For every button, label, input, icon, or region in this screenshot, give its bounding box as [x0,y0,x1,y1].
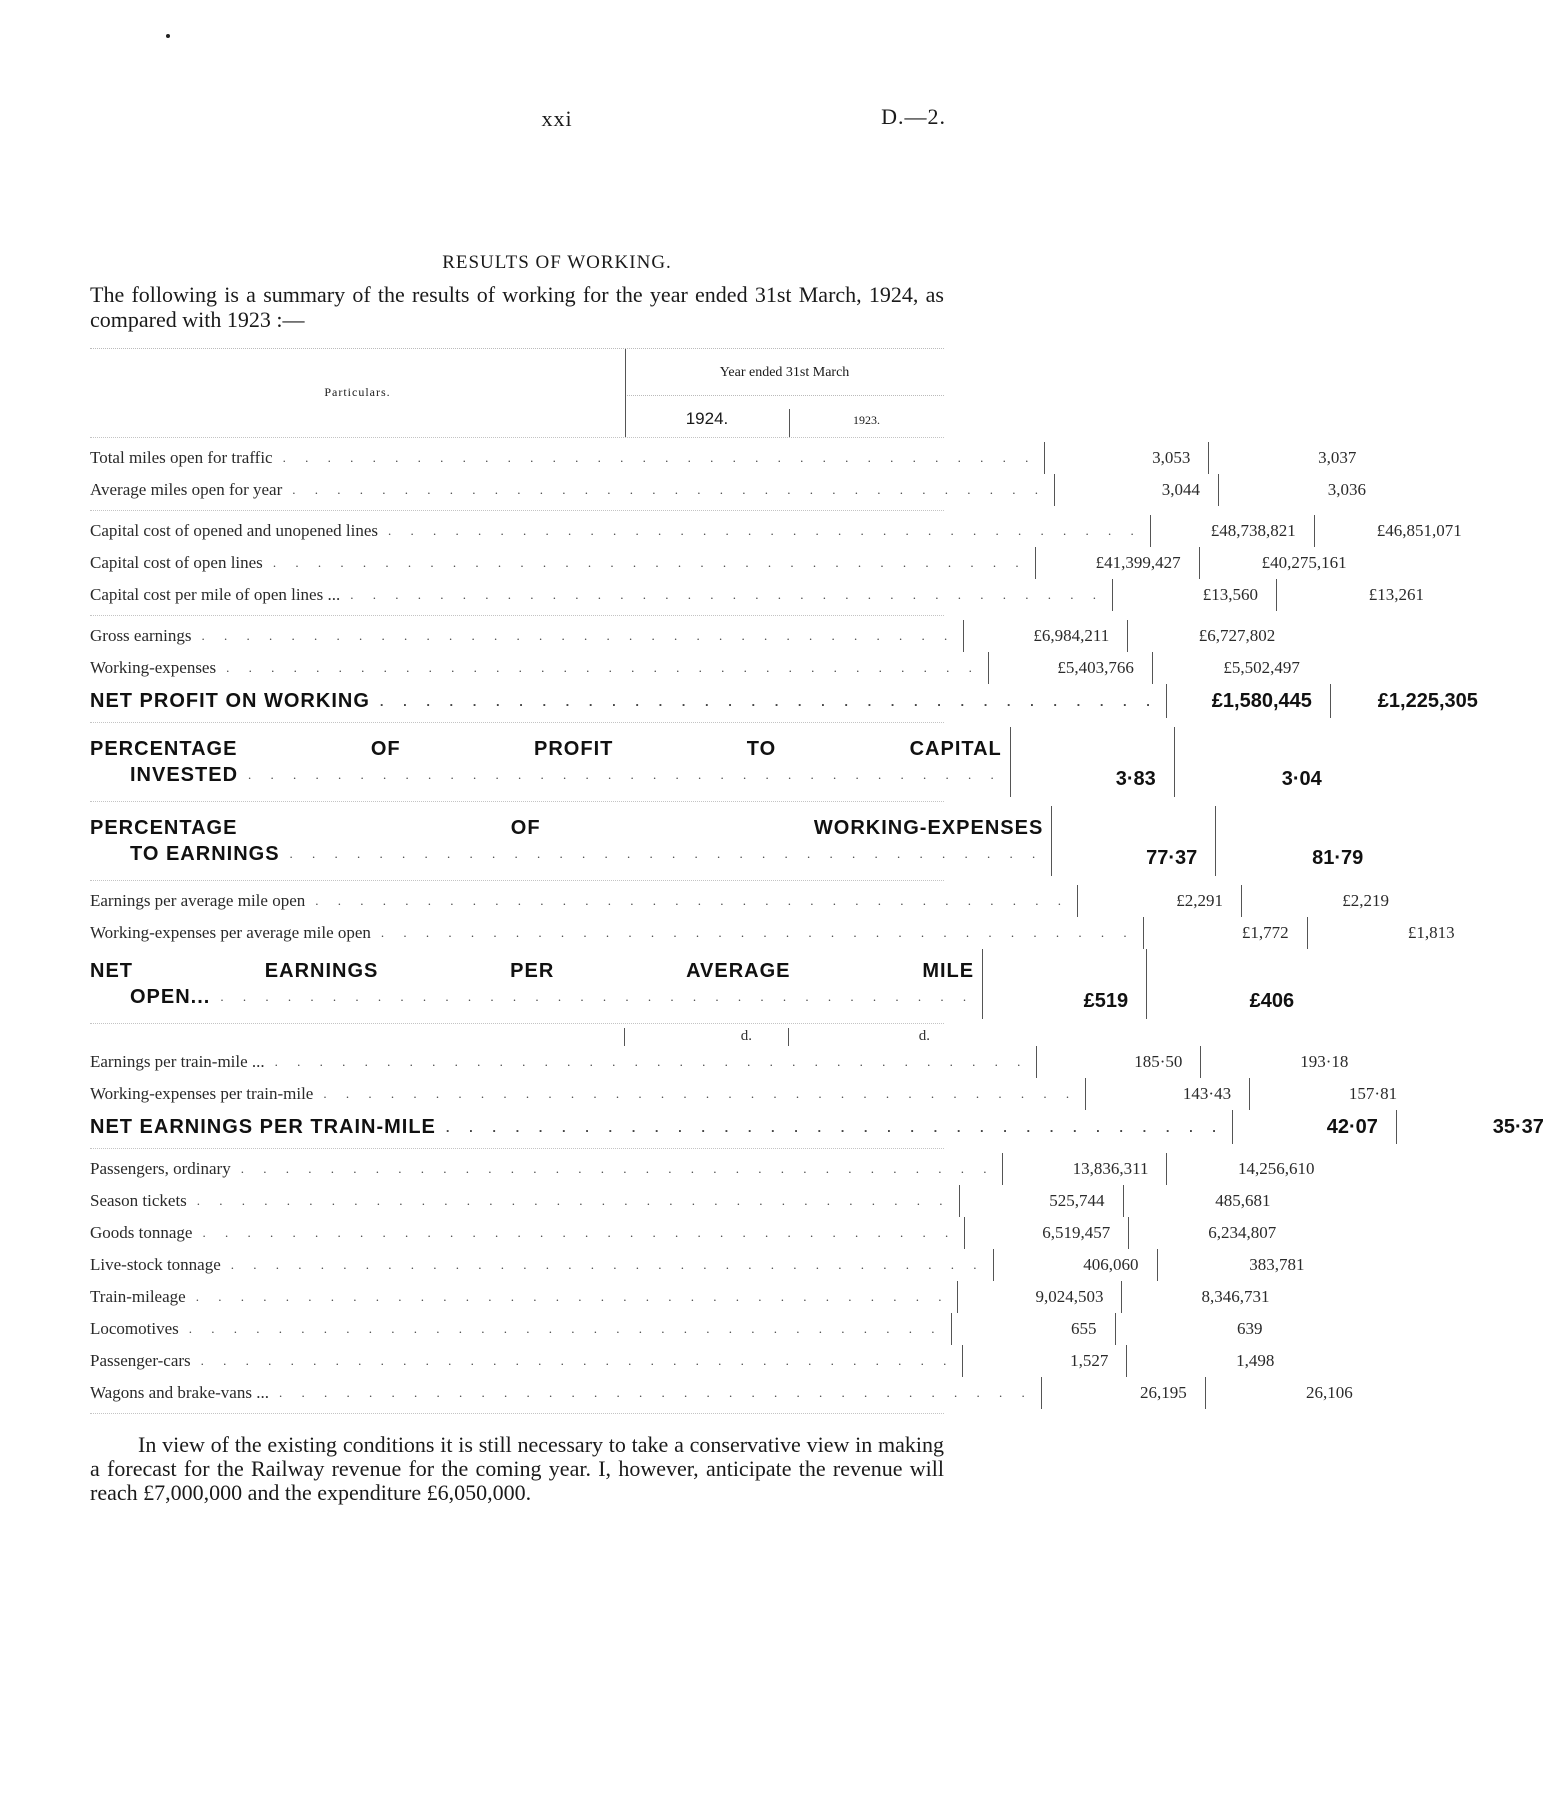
leader-dots: . . . . . . . . . . . . . . . . . . . . . . . . . . . . . . . . . . [292,482,1047,497]
row-label [90,1217,965,1249]
value-1923: 35·37 [1492,1115,1544,1138]
col-1923-header: 1923. [853,413,880,427]
label-word: OF [510,817,541,839]
table-row [90,885,1389,917]
label-text: Train-mileage [90,1287,186,1306]
label-line-1 [90,736,1002,762]
value-1924: £48,738,821 [1151,515,1315,547]
label-text: Locomotives [90,1319,179,1338]
section-title: RESULTS OF WORKING. [442,252,672,273]
row-label [90,885,1078,917]
row-label [90,917,1144,949]
table-row [90,949,1295,1019]
row-label [90,1046,1037,1078]
leader-dots: . . . . . . . . . . . . . . . . . . . . . . . . . . . . . . . . . . [201,628,956,643]
value-1923: 3,037 [1318,448,1357,467]
label-text: Earnings per train-mile ... [90,1052,265,1071]
leader-dots: . . . . . . . . . . . . . . . . . . . . . . . . . . . . . . . . . . [195,1289,950,1304]
value-1923: £1,225,305 [1377,689,1478,712]
value-1924: 525,744 [960,1185,1124,1217]
value-1923: 3,036 [1327,480,1367,499]
intro-paragraph: The following is a summary of the results of working for the year ended 31st March, 1924, as compared with 1923 :— [90,282,944,332]
row-label [90,442,1045,474]
label-text: INVESTED [130,764,239,786]
value-1924: 9,024,503 [958,1281,1122,1313]
label-word: PERCENTAGE [90,738,238,760]
leader-dots: . . . . . . . . . . . . . . . . . . . . . . . . . . . . . . . . . . [230,1257,985,1272]
table-row [90,1185,1271,1217]
value-1923: £1,813 [1407,923,1455,942]
value-1923: 14,256,610 [1237,1159,1315,1178]
table-group [90,437,1367,510]
leader-dots: . . . . . . . . . . . . . . . . . . . . . . . . . . . . . . . . . . [278,1385,1033,1400]
table-row [90,806,1364,876]
leader-dots: . . . . . . . . . . . . . . . . . . . . . . . . . . . . . . . . . . [188,1321,943,1336]
label-word: PROFIT [534,738,614,760]
row-label [90,1345,963,1377]
value-1924: 42·07 [1233,1110,1397,1144]
label-text: Earnings per average mile open [90,891,306,910]
value-1923: 639 [1237,1319,1263,1338]
label-word: OF [370,738,401,760]
value-1923: 157·81 [1348,1084,1398,1103]
label-text: Season tickets [90,1191,187,1210]
value-1923: 3·04 [1281,768,1322,790]
label-text: Total miles open for traffic [90,448,273,467]
row-label [90,1185,960,1217]
value-1924: £1,580,445 [1167,684,1331,718]
leader-dots: . . . . . . . . . . . . . . . . . . . . . . . . . . . . . . . . . . [289,846,1044,861]
leader-dots: . . . . . . . . . . . . . . . . . . . . . . . . . . . . . . . . . . [272,555,1027,570]
leader-dots: . . . . . . . . . . . . . . . . . . . . . . . . . . . . . . . . . . [323,1086,1078,1101]
value-1924: £6,984,211 [964,620,1128,652]
value-1924: 13,836,311 [1003,1153,1167,1185]
value-1923: 1,498 [1236,1351,1275,1370]
value-1923: 6,234,807 [1208,1223,1277,1242]
table-row [90,1110,1544,1144]
row-label [90,806,1052,876]
label-text: TO EARNINGS [130,843,280,865]
label-text: Live-stock tonnage [90,1255,221,1274]
value-1924: 185·50 [1037,1046,1201,1078]
table-row [90,1249,1305,1281]
label-text: OPEN... [130,986,211,1008]
leader-dots: . . . . . . . . . . . . . . . . . . . . . . . . . . . . . . . . . . [350,587,1104,602]
label-text: Working-expenses per train-mile [90,1084,314,1103]
value-1923: £406 [1249,990,1295,1012]
table-row [90,684,1478,718]
label-text: Capital cost of opened and unopened lines [90,521,378,540]
table-row [90,547,1347,579]
table-body [90,437,1544,1413]
value-1924: 6,519,457 [965,1217,1129,1249]
table-row [90,727,1322,797]
table-row [90,1377,1353,1409]
leader-dots: . . . . . . . . . . . . . . . . . . . . . . . . . . . . . . . . . . [200,1353,955,1368]
row-label [90,515,1151,547]
closing-paragraph: In view of the existing conditions it is still necessary to take a conservative view in making a forecast for the Railway revenue for the coming year. I, however, anticipate the revenue will reach £7,000,000 and the expenditure £6,050,000. [90,1432,944,1505]
value-1923: £13,261 [1368,585,1424,604]
label-text: Passenger-cars [90,1351,191,1370]
label-word: PER [510,960,555,982]
value-1923: 485,681 [1215,1191,1271,1210]
label-text: Gross earnings [90,626,192,645]
unit-spacer [90,1028,625,1046]
stray-mark [166,34,170,38]
label-text: Working-expenses per average mile open [90,923,371,942]
row-label [90,579,1113,611]
row-label [90,620,964,652]
leader-dots: . . . . . . . . . . . . . . . . . . . . . . . . . . . . . . . . . . [196,1193,951,1208]
row-label [90,1078,1086,1110]
value-1924: 1,527 [963,1345,1127,1377]
leader-dots: . . . . . . . . . . . . . . . . . . . . . . . . . . . . . . . . . . [274,1054,1029,1069]
table-row [90,515,1462,547]
value-1924: 655 [952,1313,1116,1345]
year-group-header: Year ended 31st March [719,365,850,380]
table-group [90,510,1462,615]
label-text: NET EARNINGS PER TRAIN-MILE [90,1115,436,1138]
label-line-1 [90,815,1043,841]
row-label [90,474,1055,506]
page-number: xxi [541,106,573,131]
row-label [90,547,1036,579]
unit-row [90,1028,944,1046]
label-text: NET PROFIT ON WORKING [90,689,370,712]
leader-dots: . . . . . . . . . . . . . . . . . . . . . . . . . . . . . . . . . . [220,989,975,1004]
unit-1923: d. [918,1028,930,1044]
label-line-2 [90,841,1043,867]
value-1924: 143·43 [1086,1078,1250,1110]
label-word: PERCENTAGE [90,817,238,839]
value-1924: £2,291 [1078,885,1242,917]
value-1924: 3,044 [1055,474,1219,506]
value-1923: £40,275,161 [1261,553,1347,572]
label-word: EARNINGS [264,960,379,982]
leader-dots: . . . . . . . . . . . . . . . . . . . . . . . . . . . . . . . . . . [380,925,1135,940]
row-label [90,1249,994,1281]
table-row [90,917,1455,949]
label-line-1 [90,958,974,984]
table-group [90,801,1364,880]
value-1924: 26,195 [1042,1377,1206,1409]
table-row [90,1313,1263,1345]
leader-dots: . . . . . . . . . . . . . . . . . . . . . . . . . . . . . . . . . . [282,450,1037,465]
value-1923: 81·79 [1312,847,1364,869]
value-1923: £46,851,071 [1376,521,1462,540]
value-1923: £5,502,497 [1223,658,1300,677]
table-group [90,722,1322,801]
label-word: MILE [922,960,975,982]
table-row [90,442,1357,474]
table-group [90,880,1455,1023]
col-1924-header: 1924. [685,409,729,428]
table-row [90,474,1367,506]
row-label [90,1110,1233,1144]
leader-dots: . . . . . . . . . . . . . . . . . . . . . . . . . . . . . . . . . . [240,1161,995,1176]
table-row [90,1153,1315,1185]
label-word: WORKING-EXPENSES [813,817,1044,839]
label-text: Average miles open for year [90,480,283,499]
table-row [90,1281,1270,1313]
value-1923: 383,781 [1249,1255,1305,1274]
label-word: AVERAGE [686,960,791,982]
label-line-2 [90,984,974,1010]
label-line-2 [90,762,1002,788]
row-label [90,684,1167,718]
row-label [90,1313,952,1345]
table-row [90,1078,1398,1110]
value-1924: 406,060 [994,1249,1158,1281]
table-group [90,1148,1353,1413]
value-1923: £6,727,802 [1198,626,1276,645]
row-label [90,949,983,1019]
leader-dots: . . . . . . . . . . . . . . . . . . . . . . . . . . . . . . . . . . [202,1225,957,1240]
value-1923: 193·18 [1300,1052,1349,1071]
document-reference: D.—2. [881,104,946,129]
table-row [90,652,1300,684]
label-word: CAPITAL [909,738,1002,760]
leader-dots: . . . . . . . . . . . . . . . . . . . . . . . . . . . . . . . . . . [387,523,1142,538]
label-word: TO [746,738,777,760]
value-1924: 3·83 [1011,727,1175,797]
table-row [90,1217,1277,1249]
particulars-header: Particulars. [324,385,391,399]
label-text: Working-expenses [90,658,217,677]
label-text: Capital cost of open lines [90,553,263,572]
column-rule [625,349,626,437]
label-word: NET [90,960,133,982]
leader-dots: . . . . . . . . . . . . . . . . . . . . . . . . . . . . . . . . . . [379,693,1158,709]
table-row [90,1345,1275,1377]
label-text: Capital cost per mile of open lines ... [90,585,341,604]
leader-dots: . . . . . . . . . . . . . . . . . . . . . . . . . . . . . . . . . . [445,1119,1224,1135]
header-divider [625,395,944,396]
value-1924: £1,772 [1144,917,1308,949]
column-rule [789,409,790,437]
table-group [90,1023,1544,1148]
label-text: Passengers, ordinary [90,1159,231,1178]
value-1924: £13,560 [1113,579,1277,611]
leader-dots: . . . . . . . . . . . . . . . . . . . . . . . . . . . . . . . . . . [226,660,980,675]
table-header [90,348,944,437]
row-label [90,727,1011,797]
table-row [90,579,1424,611]
value-1923: 8,346,731 [1201,1287,1270,1306]
label-text: Wagons and brake-vans ... [90,1383,269,1402]
row-label [90,652,989,684]
table-group [90,615,1478,722]
results-table [90,348,1544,1414]
unit-1924: d. [625,1028,789,1046]
value-1924: £41,399,427 [1036,547,1200,579]
leader-dots: . . . . . . . . . . . . . . . . . . . . . . . . . . . . . . . . . . [315,893,1069,908]
row-label [90,1153,1003,1185]
value-1924: £519 [983,949,1147,1019]
value-1923: 26,106 [1305,1383,1353,1402]
table-row [90,620,1276,652]
row-label [90,1281,958,1313]
value-1924: 77·37 [1052,806,1216,876]
value-1923: £2,219 [1342,891,1389,910]
leader-dots: . . . . . . . . . . . . . . . . . . . . . . . . . . . . . . . . . . [248,767,1002,782]
label-text: Goods tonnage [90,1223,193,1242]
value-1924: £5,403,766 [989,652,1153,684]
value-1924: 3,053 [1045,442,1209,474]
row-label [90,1377,1042,1409]
table-end-rule [90,1413,944,1414]
table-row [90,1046,1349,1078]
